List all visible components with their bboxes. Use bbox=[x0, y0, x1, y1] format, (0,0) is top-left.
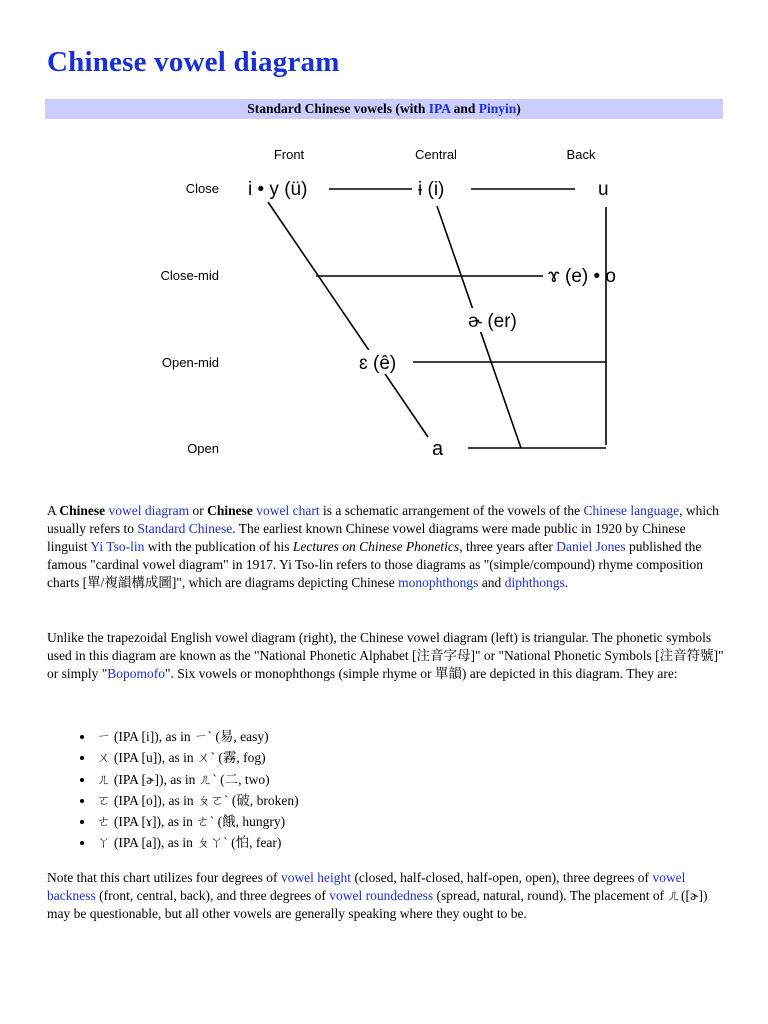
vowel-open-e: ɛ (ê) bbox=[359, 353, 397, 374]
text: with the publication of his bbox=[144, 539, 293, 554]
column-central-label: Central bbox=[415, 147, 457, 162]
paragraph-intro bbox=[47, 502, 725, 592]
daniel-jones-link[interactable]: Daniel Jones bbox=[556, 539, 626, 554]
vowel-chart-link[interactable]: vowel chart bbox=[256, 503, 320, 518]
text: A bbox=[47, 503, 60, 518]
yi-tso-lin-link[interactable]: Yi Tso-lin bbox=[90, 539, 145, 554]
caption-prefix: Standard Chinese vowels (with bbox=[247, 101, 429, 116]
vowel-diagram bbox=[0, 130, 768, 470]
text: or bbox=[189, 503, 208, 518]
text: . bbox=[564, 575, 569, 590]
vowel-barred-i: ɨ (i) bbox=[418, 179, 445, 200]
row-open-mid-label: Open-mid bbox=[161, 355, 219, 370]
vowel-height-link[interactable]: vowel height bbox=[280, 870, 352, 885]
text: (spread, natural, round). The placement of ㄦ([ɚ]) may be questionable, but all other vowels are generally speaking where they ought to be. bbox=[47, 888, 708, 921]
text: Unlike the trapezoidal English vowel diagram (right), the Chinese vowel diagram (left) is triangular. The phonetic symbols used in this diagram are known as the "National Phonetic Alphabet [注音字母]" or "National Phonetic Symbols [注音符號]" or simply " bbox=[47, 630, 724, 681]
vowel-a: a bbox=[432, 438, 444, 460]
text: Note that this chart utilizes four degrees of bbox=[47, 870, 281, 885]
vowel-rams-horn-o: ɤ (e) • o bbox=[548, 266, 616, 287]
list-item: • ㄚ (IPA [a]), as in ㄆㄚˋ (怕, fear) bbox=[95, 832, 299, 853]
column-back-label: Back bbox=[566, 147, 596, 162]
diphthongs-link[interactable]: diphthongs bbox=[504, 575, 565, 590]
diagram-caption bbox=[45, 99, 723, 119]
row-close-mid-label: Close-mid bbox=[160, 268, 219, 283]
list-item: • ㄦ (IPA [ɚ]), as in ㄦˋ (二, two) bbox=[95, 769, 299, 790]
bold-text: Chinese bbox=[59, 503, 106, 518]
ipa-link[interactable]: IPA bbox=[428, 101, 451, 116]
caption-and: and bbox=[450, 101, 479, 116]
row-open-label: Open bbox=[187, 441, 219, 456]
text: , which usually refers to bbox=[47, 503, 719, 536]
column-front-label: Front bbox=[273, 147, 305, 162]
line-front-diagonal bbox=[268, 202, 428, 437]
vowel-i-y: i • y (ü) bbox=[248, 179, 308, 200]
vowel-u: u bbox=[598, 179, 609, 200]
text: , three years after bbox=[459, 539, 557, 554]
page-title: Chinese vowel diagram bbox=[47, 46, 340, 78]
list-item: • ㄜ (IPA [ɤ]), as in ㄜˋ (餓, hungry) bbox=[95, 811, 299, 832]
text: is a schematic arrangement of the vowels of the bbox=[319, 503, 584, 518]
bold-text: Chinese bbox=[207, 503, 253, 518]
text: (closed, half-closed, half-open, open), three degrees of bbox=[351, 870, 653, 885]
paragraph-note bbox=[47, 869, 725, 923]
chinese-language-link[interactable]: Chinese language bbox=[583, 503, 680, 518]
list-item: • ㄨ (IPA [u]), as in ㄨˋ (霧, fog) bbox=[95, 747, 299, 768]
book-title: Lectures on Chinese Phonetics bbox=[292, 539, 460, 554]
text: (front, central, back), and three degrees of bbox=[95, 888, 330, 903]
paragraph-comparison bbox=[47, 629, 725, 683]
list-item: • ㄧ (IPA [i]), as in ㄧˋ (易, easy) bbox=[95, 726, 299, 747]
caption-suffix: ) bbox=[516, 101, 521, 116]
vowel-list bbox=[47, 726, 299, 854]
text: published the famous "cardinal vowel diagram" in 1917. Yi Tso-lin refers to those diagrams as "(simple/compound) rhyme composition charts [單/複韻構成圖]", which are diagrams depicting Chinese bbox=[47, 539, 703, 590]
vowel-rhotic-schwa: ɚ (er) bbox=[468, 311, 517, 332]
pinyin-link[interactable]: Pinyin bbox=[478, 101, 517, 116]
diagram-lines bbox=[268, 189, 606, 448]
row-close-label: Close bbox=[185, 181, 219, 196]
text: and bbox=[478, 575, 505, 590]
standard-chinese-link[interactable]: Standard Chinese bbox=[137, 521, 233, 536]
bopomofo-link[interactable]: Bopomofo bbox=[107, 666, 166, 681]
text: . The earliest known Chinese vowel diagrams were made public in 1920 by Chinese linguist bbox=[47, 521, 686, 554]
monophthongs-link[interactable]: monophthongs bbox=[398, 575, 479, 590]
vowel-roundedness-link[interactable]: vowel roundedness bbox=[329, 888, 434, 903]
vowel-diagram-link[interactable]: vowel diagram bbox=[108, 503, 190, 518]
list-item: • ㄛ (IPA [o]), as in ㄆㄛˋ (破, broken) bbox=[95, 790, 299, 811]
vowel-backness-link[interactable]: vowel backness bbox=[47, 870, 686, 903]
text: ". Six vowels or monophthongs (simple rhyme or 單韻) are depicted in this diagram. They are: bbox=[165, 666, 678, 681]
